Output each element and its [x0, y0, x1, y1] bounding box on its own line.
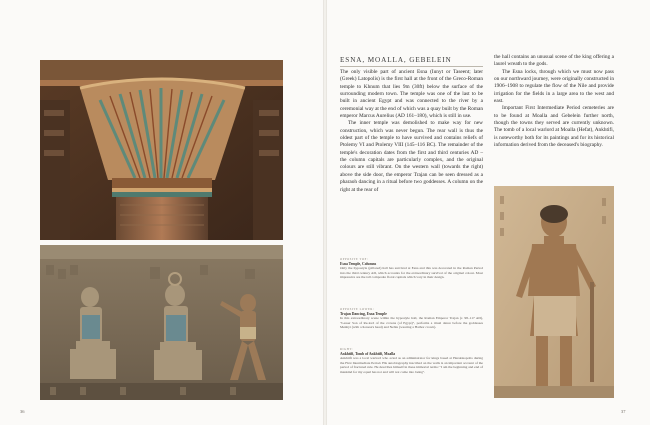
caption-ankhtifi-photo: [340, 347, 483, 375]
caption-kicker: RIGHT:: [340, 347, 354, 351]
page-number-left: 36: [20, 409, 25, 414]
caption-text: Ankhtifi was a local warlord who acted as an administrator for kings based at Herakleopolis during the First Intermediate Period. His autobiography inscribed on the walls is an important account of the period of fractured rule. He describes himself in these immortal terms: "I am the beginning and end of mankind for my equal has not and will not come into being".: [340, 356, 483, 374]
page-number-right: 37: [621, 409, 626, 414]
body-paragraph: The only visible part of ancient Esna (Iunyt or Taseent; later (Greek) Latopolis) is the first hall at the front of the Greco-Roman temple to Khnum that lies 9m (30ft) below the surface of the surrounding modern town. The temple was one of the last to be built in ancient Egypt and was connected to the river by a ceremonial way at the end of which was a quay built by the Roman emperor Marcus Aurelius (AD 161–180), which is still in use.: [340, 69, 483, 120]
body-paragraph: The Esna locks, through which we must now pass on our northward journey, were originally constructed in 1906–1908 to regulate the flow of the Nile and provide irrigation for the fields in a large area to the west and east.: [494, 68, 614, 105]
caption-text: Only the hypostyle (pillared) hall has survived at Esna and this was decorated in the Roman Period into the third century AD, which accounts for the extraordinary survival of the original colour. Most impressive are the tall composite floral capitals which vary in their design.: [340, 266, 483, 280]
body-paragraph: the hall contains an unusual scene of the king offering a laurel wreath to the gods.: [494, 54, 614, 68]
body-column-left: [340, 69, 483, 194]
trajan-relief-photo: [40, 245, 283, 400]
caption-column-photo: [340, 257, 483, 280]
ankhtifi-relief-photo: [494, 186, 614, 398]
book-gutter: [323, 0, 327, 425]
caption-kicker: OPPOSITE TOP:: [340, 257, 369, 261]
caption-title: Ankhtifi, Tomb of Ankhtifi, Moalla: [340, 351, 396, 356]
section-title: ESNA, MOALLA, GEBELEIN: [340, 56, 483, 67]
caption-text: In this extraordinary scene within the hypostyle hall, the Roman Emperor Trajan (r. 98–117 AD), "Lesser Son of Re-lord of the crowns (of Egypt)", performs a ritual dance before the goddesses Menhyt (with a lioness's head) and Nebtu (wearing a Hathor crown).: [340, 316, 483, 330]
caption-relief-photo: [340, 307, 483, 330]
column-capital-photo: [40, 60, 283, 240]
body-column-right: [494, 54, 614, 149]
body-paragraph: Important First Intermediate Period cemeteries are to be found at Moalla and Gebelein further north, though the towns they served are currently unknown. The tomb of a local warlord at Moalla (Hefat), Ankhtifi, is noteworthy both for its paintings and for its historical information derived from the deceased's biography.: [494, 105, 614, 149]
caption-title: Esna Temple, Columns: [340, 261, 377, 266]
body-paragraph: The inner temple was demolished to make way for new construction, which was never begun. The rear wall is thus the oldest part of the temple to have survived and contains reliefs of Ptolemy VI and Ptolemy VIII (145–116 BC). The remainder of the temple's decoration dates from the first and third centuries AD – the column capitals are particularly complex, and the original colours are still vibrant. On the western wall (towards the right) above the side door, the emperor Trajan can be seen dressed as a pharaoh dancing in a ritual before two goddesses. A column on the right at the rear of: [340, 120, 483, 193]
caption-kicker: OPPOSITE LOWER:: [340, 307, 375, 311]
caption-title: Trajan Dancing, Esna Temple: [340, 311, 387, 316]
